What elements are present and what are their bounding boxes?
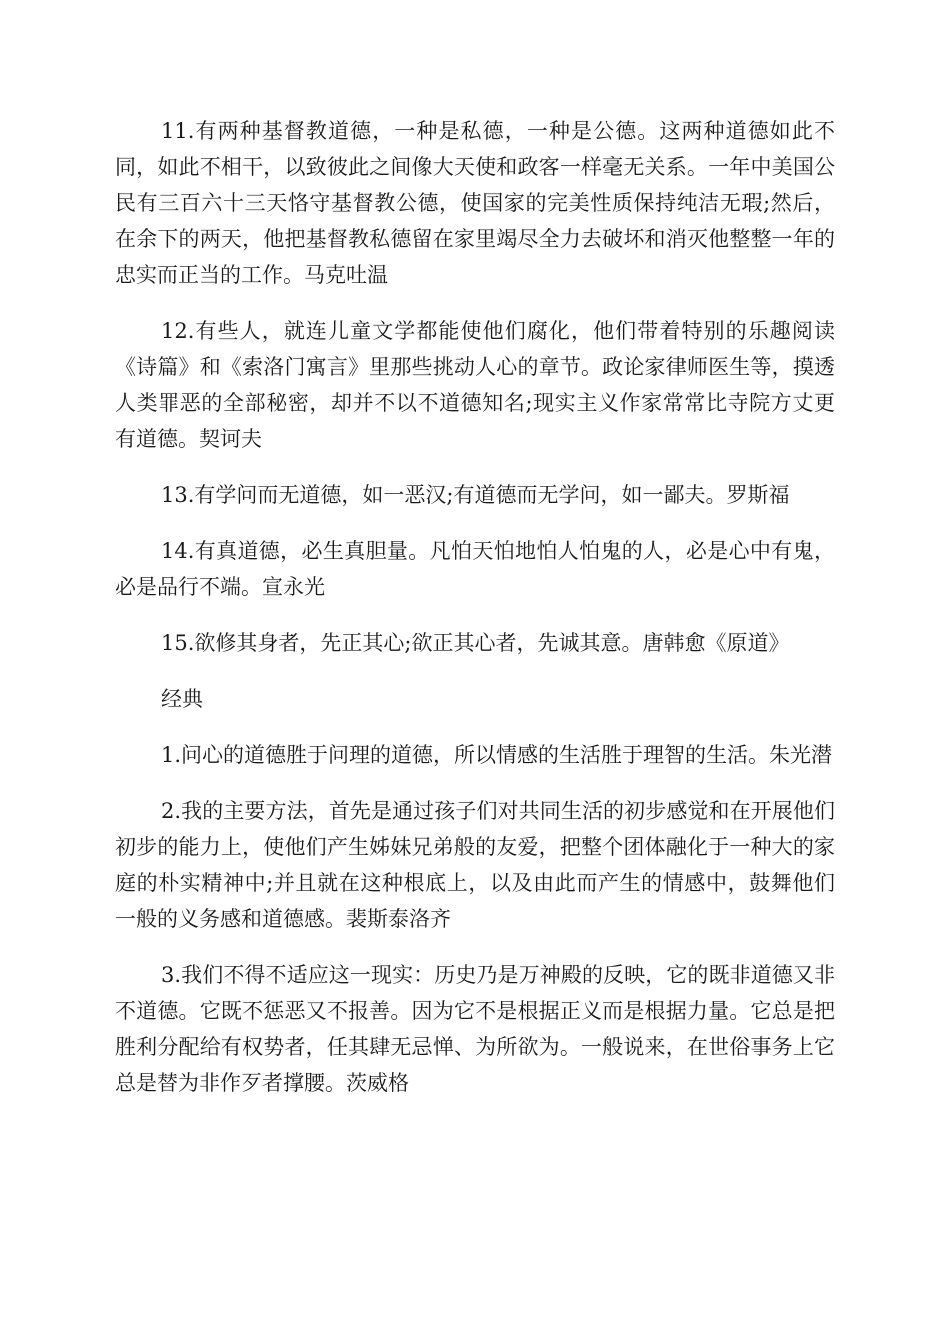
classic-paragraph-1: 1.问心的道德胜于问理的道德，所以情感的生活胜于理智的生活。朱光潜 <box>161 743 833 767</box>
classic-paragraph-3: 3.我们不得不适应这一现实：历史乃是万神殿的反映，它的既非道德又非不道德。它既不惩恶又不报善。因为它不是根据正义而是根据力量。它总是把胜利分配给有权势者，任其肆无忌惮、为所欲为。一般说来，在世俗事务上它总是替为非作歹者撑腰。茨威格 <box>115 963 835 1095</box>
quote-paragraph-14: 14.有真道德，必生真胆量。凡怕天怕地怕人怕鬼的人，必是心中有鬼，必是品行不端。宣永光 <box>115 539 835 599</box>
quote-paragraph-12: 12.有些人，就连儿童文学都能使他们腐化，他们带着特别的乐趣阅读《诗篇》和《索洛门寓言》里那些挑动人心的章节。政论家律师医生等，摸透人类罪恶的全部秘密，却并不以不道德知名;现实主义作家常常比寺院方丈更有道德。契诃夫 <box>115 319 835 451</box>
classic-paragraph-2: 2.我的主要方法，首先是通过孩子们对共同生活的初步感觉和在开展他们初步的能力上，使他们产生姊妹兄弟般的友爱，把整个团体融化于一种大的家庭的朴实精神中;并且就在这种根底上，以及由此而产生的情感中，鼓舞他们一般的义务感和道德感。裴斯泰洛齐 <box>115 799 835 931</box>
quote-paragraph-15: 15.欲修其身者，先正其心;欲正其心者，先诚其意。唐韩愈《原道》 <box>161 631 790 655</box>
quote-paragraph-13: 13.有学问而无道德，如一恶汉;有道德而无学问，如一鄙夫。罗斯福 <box>161 483 790 507</box>
document-page <box>115 113 835 1121</box>
section-heading: 经典 <box>161 687 203 711</box>
quote-paragraph-11: 11.有两种基督教道德，一种是私德，一种是公德。这两种道德如此不同，如此不相干，以致彼此之间像大天使和政客一样毫无关系。一年中美国公民有三百六十三天恪守基督教公德，使国家的完美性质保持纯洁无瑕;然后，在余下的两天，他把基督教私德留在家里竭尽全力去破坏和消灭他整整一年的忠实而正当的工作。马克吐温 <box>115 119 835 287</box>
